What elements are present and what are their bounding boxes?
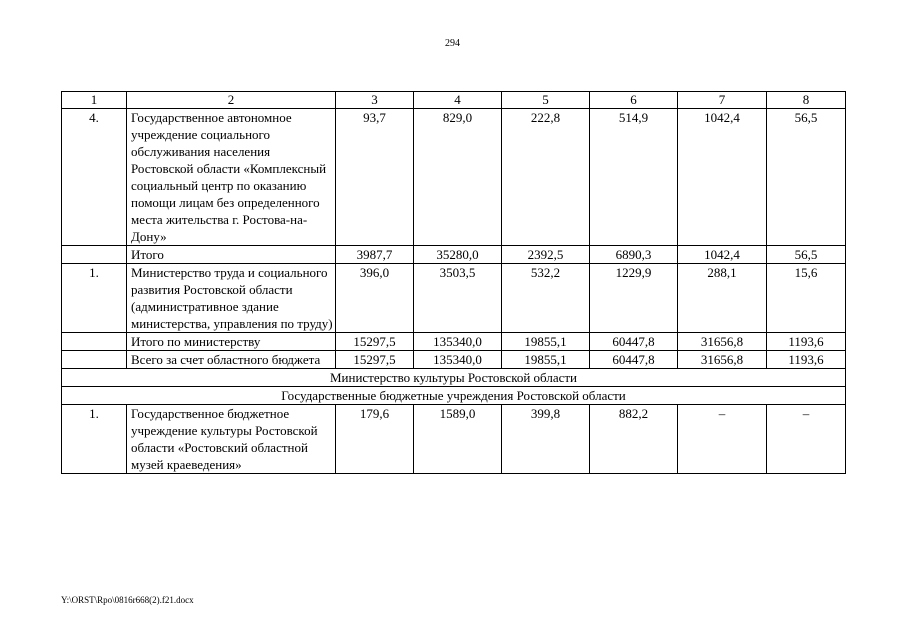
column-header: 6 <box>590 92 678 109</box>
institution-name-cell: Итого <box>127 246 336 264</box>
value-cell: 31656,8 <box>678 333 767 351</box>
row-number-cell <box>62 246 127 264</box>
file-path-footer: Y:\ORST\Rpo\0816r668(2).f21.docx <box>61 595 194 605</box>
row-number-cell: 1. <box>62 264 127 333</box>
value-cell: 6890,3 <box>590 246 678 264</box>
column-header: 8 <box>767 92 846 109</box>
value-cell: 882,2 <box>590 405 678 474</box>
table-row <box>62 246 846 264</box>
value-cell: 1042,4 <box>678 246 767 264</box>
table-row <box>62 351 846 369</box>
value-cell: 56,5 <box>767 246 846 264</box>
column-header: 7 <box>678 92 767 109</box>
row-number-cell: 1. <box>62 405 127 474</box>
value-cell: 1042,4 <box>678 109 767 246</box>
row-number-cell <box>62 351 127 369</box>
value-cell: 222,8 <box>502 109 590 246</box>
value-cell: 1193,6 <box>767 333 846 351</box>
table-row <box>62 405 846 474</box>
value-cell: 2392,5 <box>502 246 590 264</box>
value-cell: 135340,0 <box>414 333 502 351</box>
table-row <box>62 264 846 333</box>
column-header: 3 <box>336 92 414 109</box>
table-header-row <box>62 92 846 109</box>
institution-name-cell: Государственное бюджетное учреждение культуры Ростовской области «Ростовский областной музей краеведения» <box>127 405 336 474</box>
value-cell: 60447,8 <box>590 333 678 351</box>
row-number-cell: 4. <box>62 109 127 246</box>
institution-name-cell: Всего за счет областного бюджета <box>127 351 336 369</box>
table-row <box>62 333 846 351</box>
value-cell: 532,2 <box>502 264 590 333</box>
institution-name-cell: Министерство труда и социального развития Ростовской области (административное здание министерства, управления по труду) <box>127 264 336 333</box>
value-cell: 1589,0 <box>414 405 502 474</box>
section-header-row <box>62 369 846 387</box>
value-cell: 15297,5 <box>336 333 414 351</box>
value-cell: 35280,0 <box>414 246 502 264</box>
value-cell: 396,0 <box>336 264 414 333</box>
section-title: Министерство культуры Ростовской области <box>62 369 846 387</box>
value-cell: 19855,1 <box>502 333 590 351</box>
column-header: 2 <box>127 92 336 109</box>
value-cell: 19855,1 <box>502 351 590 369</box>
value-cell: – <box>767 405 846 474</box>
section-header-row <box>62 387 846 405</box>
value-cell: 514,9 <box>590 109 678 246</box>
value-cell: 288,1 <box>678 264 767 333</box>
section-title: Государственные бюджетные учреждения Ростовской области <box>62 387 846 405</box>
value-cell: 3503,5 <box>414 264 502 333</box>
value-cell: 135340,0 <box>414 351 502 369</box>
row-number-cell <box>62 333 127 351</box>
value-cell: 60447,8 <box>590 351 678 369</box>
column-header: 4 <box>414 92 502 109</box>
page-number: 294 <box>445 38 460 49</box>
value-cell: 15,6 <box>767 264 846 333</box>
institution-name-cell: Государственное автономное учреждение социального обслуживания населения Ростовской области «Комплексный социальный центр по оказанию помощи лицам без определенного места жительства г. Ростова-на-Дону» <box>127 109 336 246</box>
value-cell: – <box>678 405 767 474</box>
data-table <box>61 91 846 474</box>
column-header: 1 <box>62 92 127 109</box>
value-cell: 3987,7 <box>336 246 414 264</box>
column-header: 5 <box>502 92 590 109</box>
value-cell: 1229,9 <box>590 264 678 333</box>
value-cell: 56,5 <box>767 109 846 246</box>
value-cell: 829,0 <box>414 109 502 246</box>
value-cell: 93,7 <box>336 109 414 246</box>
table-body <box>62 92 846 474</box>
value-cell: 399,8 <box>502 405 590 474</box>
value-cell: 15297,5 <box>336 351 414 369</box>
value-cell: 179,6 <box>336 405 414 474</box>
institution-name-cell: Итого по министерству <box>127 333 336 351</box>
table-row <box>62 109 846 246</box>
value-cell: 1193,6 <box>767 351 846 369</box>
value-cell: 31656,8 <box>678 351 767 369</box>
